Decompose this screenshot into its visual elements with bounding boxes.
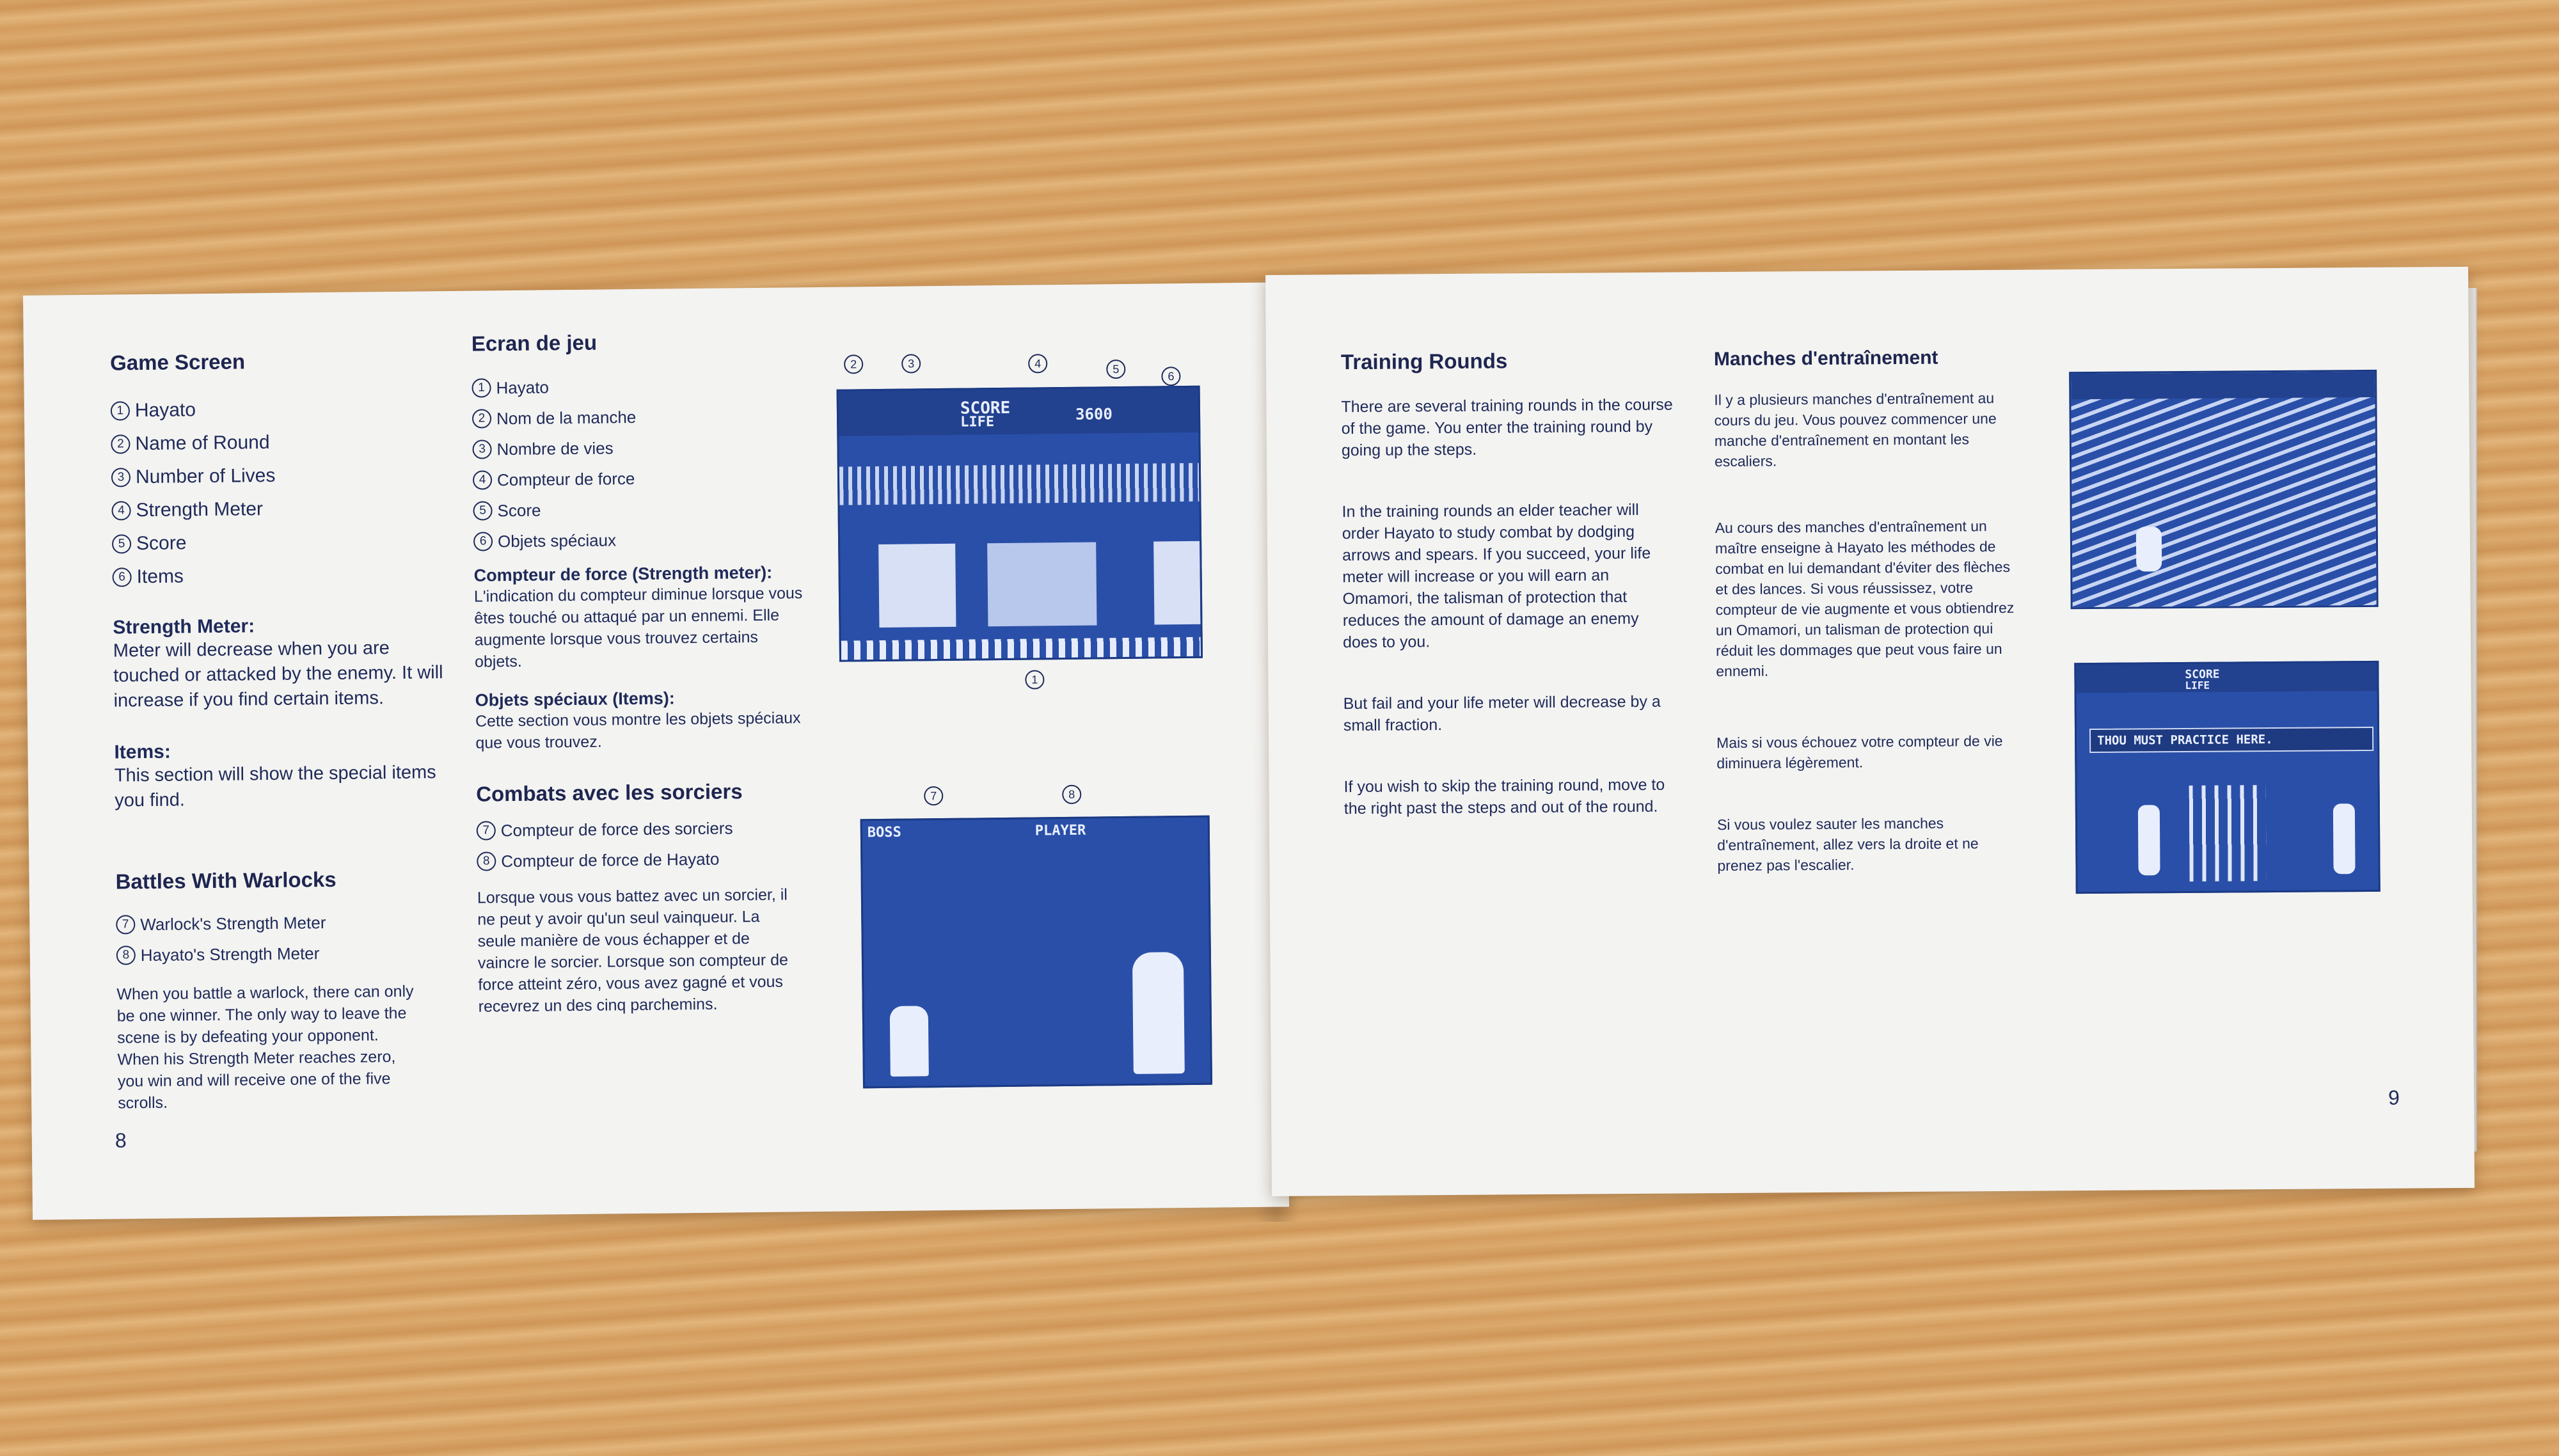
ecran-legend: [471, 369, 806, 557]
legend-number: 4: [473, 470, 492, 489]
callout-7: 7: [924, 786, 943, 805]
legend-number: 6: [473, 532, 493, 551]
warlock-sprite: [1132, 952, 1185, 1074]
legend-number: 3: [111, 468, 131, 487]
combats-title: Combats avec les sorciers: [476, 779, 743, 806]
legend-number: 7: [477, 821, 496, 840]
legend-item: [111, 424, 444, 461]
legend-item: [111, 391, 444, 427]
training-en-p2: In the training rounds an elder teacher will order Hayato to study combat by dodging arrows and spears. If you succeed, your life meter will increase or you will earn an Omamori, the talisman of protection that reduces the amount of damage an enemy does to you.: [1342, 500, 1651, 652]
legend-label: Objets spéciaux: [497, 530, 617, 551]
legend-item: [473, 461, 805, 495]
practice-screenshot: [2074, 661, 2381, 894]
legend-number: 6: [112, 567, 131, 587]
hud-score-value: 3600: [1075, 405, 1113, 423]
legend-label: Hayato: [496, 377, 550, 398]
strength-meter-text: Meter will decrease when you are touched or attacked by the enemy. It will increase if you find certain items.: [113, 638, 443, 711]
legend-label: Nombre de vies: [496, 438, 614, 459]
objets-text: Cette section vous montre les objets spéciaux que vous trouvez.: [475, 709, 801, 752]
combats-legend: [477, 812, 810, 876]
left-page: [23, 282, 1289, 1219]
battles-title: Battles With Warlocks: [115, 867, 337, 894]
legend-label: Compteur de force: [496, 469, 635, 490]
practice-banner: THOU MUST PRACTICE HERE.: [2089, 727, 2373, 753]
hud-life-label: LIFE: [2185, 679, 2210, 692]
game-screen-legend: [111, 391, 445, 594]
hayato-sprite: [2333, 803, 2356, 874]
training-en-column: [1341, 348, 1677, 820]
hayato-sprite: [2136, 526, 2162, 571]
floor-pattern: [841, 637, 1201, 660]
training-en-p1: There are several training rounds in the course of the game. You enter the training round by going up the steps.: [1341, 395, 1673, 460]
legend-number: 2: [111, 434, 130, 454]
items-heading: Items:: [114, 741, 171, 763]
legend-item: [472, 400, 805, 434]
battles-text: When you battle a warlock, there can only be one winner. The only way to leave the scene is by defeating your opponent. When his Strength Meter reaches zero, you win and will receive one of the five scrolls.: [116, 982, 414, 1112]
legend-item: [471, 369, 804, 403]
legend-label: Compteur de force des sorciers: [500, 818, 733, 841]
legend-label: Hayato's Strength Meter: [140, 944, 320, 965]
training-fr-p2: Au cours des manches d'entraînement un maître enseigne à Hayato les méthodes de combat en lui demandant d'éviter des flèches et des lances. Si vous réussissez, votre compteur de vie augmente et vous obtiendrez un Omamori, un talisman de protection qui réduit les dommages que peut vous faire un ennemi.: [1715, 518, 2015, 680]
legend-item: [112, 524, 445, 560]
hud-player-label: PLAYER: [1034, 822, 1086, 839]
legend-label: Strength Meter: [136, 498, 264, 521]
hayato-sprite: [890, 1006, 929, 1077]
game-screen-screenshot: [837, 386, 1203, 662]
legend-number: 3: [472, 439, 491, 459]
dojo-door: [2189, 785, 2267, 882]
hud-score-label: SCORE: [2185, 667, 2220, 681]
compteur-heading: Compteur de force (Strength meter):: [473, 562, 773, 585]
page-number-left: 8: [115, 1128, 127, 1152]
compteur-text: L'indication du compteur diminue lorsque vous êtes touché ou attaqué par un ennemi. Elle augmente lorsque vous trouvez certains objets.: [473, 584, 803, 671]
callout-3: 3: [901, 354, 921, 373]
training-fr-p4: Si vous voulez sauter les manches d'entraînement, allez vers la droite et ne prenez pas l'escalier.: [1716, 814, 1979, 874]
training-en-p3: But fail and your life meter will decrease by a small fraction.: [1343, 692, 1661, 735]
french-column: [471, 328, 811, 1017]
legend-item: [116, 937, 449, 970]
legend-number: 5: [473, 501, 492, 520]
callout-1: 1: [1025, 670, 1044, 689]
legend-item: [477, 812, 809, 846]
ecran-de-jeu-title: Ecran de jeu: [471, 330, 598, 356]
legend-label: Compteur de force de Hayato: [501, 849, 720, 871]
legend-item: [477, 843, 809, 876]
hud-score-label: SCORE: [960, 398, 1011, 418]
hud-bar: [839, 388, 1199, 436]
legend-item: [111, 457, 445, 494]
training-fr-p3: Mais si vous échouez votre compteur de vie diminuera légèrement.: [1716, 732, 2003, 772]
training-arrows-screenshot: [2069, 370, 2379, 609]
legend-label: Items: [136, 566, 184, 588]
callout-5: 5: [1106, 360, 1125, 379]
legend-number: 2: [472, 409, 491, 428]
legend-item: [111, 491, 445, 527]
callout-4: 4: [1028, 354, 1047, 373]
training-fr-column: [1714, 347, 2025, 876]
teacher-sprite: [2138, 805, 2160, 875]
legend-label: Score: [136, 532, 187, 555]
screen-panel-left: [878, 544, 956, 628]
training-fr-p1: Il y a plusieurs manches d'entraînement au cours du jeu. Vous pouvez commencer une manche d'entraînement en montant les escaliers.: [1714, 390, 1997, 470]
combats-text: Lorsque vous vous battez avec un sorcier, il ne peut y avoir qu'un seul vainqueur. La seule manière de vous échapper et de vaincre le sorcier. Lorsque son compteur de force atteint zéro, vous avez gagné et vous recevrez un des cinq parchemins.: [477, 885, 789, 1016]
legend-number: 1: [111, 401, 130, 420]
legend-number: 8: [116, 946, 136, 965]
callout-8: 8: [1062, 785, 1081, 804]
items-text: This section will show the special items you find.: [114, 762, 436, 811]
training-en-p4: If you wish to skip the training round, move to the right past the steps and out of the round.: [1343, 775, 1665, 818]
screen-panel-right: [1153, 541, 1200, 625]
manches-title: Manches d'entraînement: [1713, 347, 1938, 370]
legend-number: 8: [477, 851, 496, 871]
screen-panel-center: [987, 542, 1097, 626]
strength-meter-heading: Strength Meter:: [113, 615, 255, 638]
english-column: [110, 347, 450, 1114]
callout-2: 2: [844, 354, 863, 374]
legend-label: Number of Lives: [135, 464, 276, 488]
page-number-right: 9: [2388, 1086, 2400, 1109]
legend-item: [472, 431, 805, 464]
hud-life-label: LIFE: [960, 414, 995, 431]
legend-item: [473, 523, 806, 557]
legend-number: 5: [112, 534, 131, 553]
legend-label: Score: [497, 500, 541, 521]
boss-battle-screenshot: [860, 816, 1212, 1089]
legend-number: 4: [111, 501, 131, 520]
legend-label: Warlock's Strength Meter: [140, 913, 326, 935]
training-rounds-title: Training Rounds: [1340, 349, 1508, 374]
legend-label: Nom de la manche: [496, 407, 637, 429]
battles-legend: [116, 906, 449, 970]
legend-label: Name of Round: [135, 431, 270, 455]
right-page: [1265, 267, 2475, 1196]
hud-bar: [2076, 663, 2377, 693]
shoji-railing: [839, 463, 1200, 505]
objets-heading: Objets spéciaux (Items):: [475, 688, 675, 710]
legend-number: 1: [471, 378, 491, 397]
hud-bar: [2071, 372, 2375, 399]
legend-item: [116, 906, 448, 940]
game-screen-title: Game Screen: [109, 349, 246, 375]
legend-number: 7: [116, 915, 135, 934]
legend-item: [473, 492, 805, 526]
legend-item: [112, 557, 445, 594]
legend-label: Hayato: [134, 399, 196, 422]
hud-boss-label: BOSS: [867, 824, 901, 841]
callout-6: 6: [1161, 367, 1180, 386]
